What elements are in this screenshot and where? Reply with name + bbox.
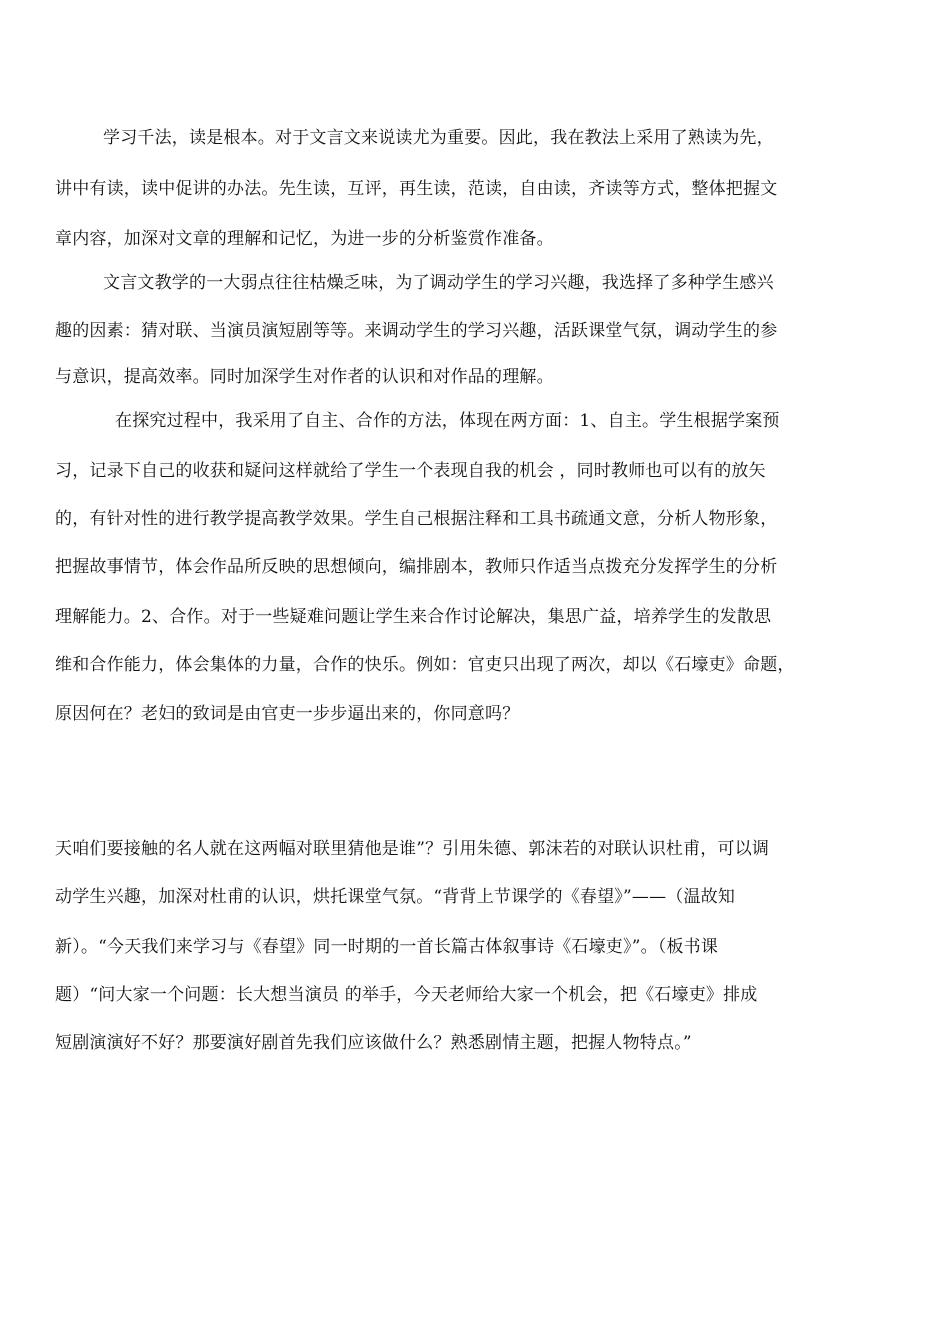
para3-line-5: 理解能力。2、合作。对于一些疑难问题让学生来合作讨论解决，集思广益，培养学生的发散思 — [55, 607, 772, 627]
para2-line-2: 趣的因素：猜对联、当演员演短剧等等。来调动学生的学习兴趣，活跃课堂气氛，调动学生的参 — [55, 321, 778, 341]
para1-line-1: 学习千法，读是根本。对于文言文来说读尤为重要。因此，我在教法上采用了熟读为先， — [103, 128, 774, 148]
part1-line-2: 动学生兴趣，加深对杜甫的认识，烘托课堂气氛。“背背上节课学的《春望》”——（温故知 — [55, 887, 736, 907]
para1-line-2: 讲中有读，读中促讲的办法。先生读，互评，再生读，范读，自由读，齐读等方式，整体把握文 — [55, 179, 778, 199]
para1-line-3: 章内容，加深对文章的理解和记忆，为进一步的分析鉴赏作准备。 — [55, 229, 554, 249]
para3-line-4: 把握故事情节，体会作品所反映的思想倾向，编排剧本，教师只作适当点拨充分发挥学生的分析 — [55, 557, 778, 577]
para3-line-7: 原因何在？老妇的致词是由官吏一步步逼出来的，你同意吗？ — [55, 704, 520, 724]
para3-line-2: 习，记录下自己的收获和疑问这样就给了学生一个表现自我的机会 ，同时教师也可以有的放矢 — [55, 461, 766, 481]
para3-line-6: 维和合作能力，体会集体的力量，合作的快乐。例如：官吏只出现了两次，却以《石壕吏》命题， — [55, 655, 795, 675]
part1-line-1: 天咱们要接触的名人就在这两幅对联里猜他是谁”？引用朱德、郭沫若的对联认识杜甫，可以调 — [55, 839, 770, 859]
para2-line-3: 与意识，提高效率。同时加深学生对作者的认识和对作品的理解。 — [55, 367, 554, 387]
para3-line-1: 在探究过程中，我采用了自主、合作的方法，体现在两方面：1、自主。学生根据学案预 — [115, 411, 780, 431]
para3-line-3: 的，有针对性的进行教学提高教学效果。学生自己根据注释和工具书疏通文意，分析人物形象， — [55, 509, 778, 529]
part1-line-5: 短剧演演好不好？那要演好剧首先我们应该做什么？熟悉剧情主题，把握人物特点。” — [55, 1033, 692, 1053]
part1-line-3: 新）。“今天我们来学习与《春望》同一时期的一首长篇古体叙事诗《石壕吏》”。（板书课 — [55, 937, 719, 957]
para2-line-1: 文言文教学的一大弱点往往枯燥乏味，为了调动学生的学习兴趣，我选择了多种学生感兴 — [103, 273, 774, 293]
part1-line-4: 题）“问大家一个问题：长大想当演员 的举手，今天老师给大家一个机会，把《石壕吏》排成 — [55, 985, 758, 1005]
